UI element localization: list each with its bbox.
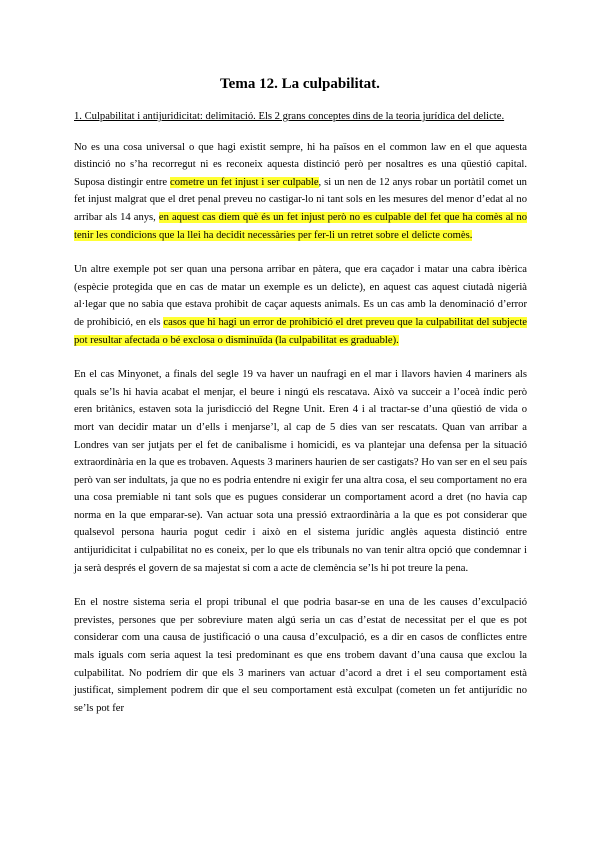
document-title: Tema 12. La culpabilitat. (220, 76, 380, 92)
paragraph (74, 261, 527, 349)
text-segment: En el nostre sistema seria el propi tribunal el que podria basar-se en una de les causes d’exculpació previstes, persones que per sobreviure maten algú seria un cas d’estat de necessitat per el que es pot considerar com una causa de justificació o una causa d’exculpació, es a dir en casos de conflictes entre mals iguals com seria aquest la tesi predominant es que ens trobem davant d’una causa que exclou la culpabilitat. No podríem dir que els 3 mariners van actuar d’acord a dret i el seu comportament està justificat, simplement podrem dir que el seu comportament està exculpat (cometen un fet antijurídic no se’ls pot fer (74, 597, 527, 714)
highlighted-text: cometre un fet injust i ser culpable (170, 176, 319, 188)
text-segment: En el cas Minyonet, a finals del segle 19 va haver un naufragi en el mar i llavors havien 4 mariners als quals se’ls hi havia acabat el menjar, el beure i ningú els rescatava. Això va succeir a l’oceà índic però eren britànics, estaven sota la jurisdicció del Regne Unit. Eren 4 i al tractar-se d’una qüestió de vida o mort van decidir matar un d’ells i menjarse’l, al cap de 5 dies van ser rescatats. Quan van arribar a Londres van ser jutjats per el fet de canibalisme i homicidi, es va plantejar una defensa per la situació extraordinària en la que es trobaven. Aquests 3 mariners haurien de ser castigats? Ho van ser en el seu país però van ser indultats, ja que no es podria entendre ni exigir fer una altra cosa, el seu comportament no era una cosa premiable ni tant sols que es pugues considerar un comportament acord a dret (no havia cap norma en la que emparar-se). Van actuar sota una pressió extraordinària a la que es pot considerar que qualsevol persona hauria pogut cedir i això en el sistema jurídic anglès aquesta distinció entre antijuridicitat i culpabilitat no es coneix, per lo que els tribunals no van tenir altra opció que condemnar i ja serà després el govern de sa majestat si com a acte de clemència se’ls hi pot treure la pena. (74, 369, 527, 574)
section-heading: 1. Culpabilitat i antijuridicitat: delimitació. Els 2 grans conceptes dins de la teoria jurídica del delicte. (74, 111, 505, 122)
text-segment: Un altre exemple pot ser quan una persona arribar en pàtera, que era caçador i matar una cabra ibèrica (espècie protegida que en cas de matar un exemple es un delicte), en aquest cas aquest ciutadà nigerià al·legar que no sabia que estava prohibit de caçar aquests animals. Es un cas amb la denominació d’error de prohibició, en els (74, 264, 527, 328)
document-body (74, 108, 527, 734)
paragraph (74, 366, 527, 577)
paragraph-list (74, 139, 527, 718)
highlighted-text: en aquest cas diem què és un fet injust però no es culpable del fet que ha comès al no tenir les condicions que la llei ha decidit necessàries per fer-li un retret sobre el delicte comès. (74, 211, 527, 241)
paragraph (74, 594, 527, 717)
highlighted-text: casos que hi hagi un error de prohibició el dret preveu que la culpabilitat del subjecte pot resultar afectada o bé exclosa o disminuïda (la culpabilitat es graduable). (74, 316, 527, 346)
paragraph (74, 139, 527, 245)
text-segment: , si un nen de 12 anys robar un portàtil comet un fet injust malgrat que el dret penal preveu no castigar-lo ni tant sols en les mesures del menor d’edat al no arribar als 14 anys, (74, 176, 527, 223)
text-segment: No es una cosa universal o que hagi existit sempre, hi ha països en el common law en el que aquesta distinció no s’ha recorregut ni es reconeix aquesta distinció però per nosaltres es una qüestió capital. Suposa distingir entre (74, 141, 527, 188)
